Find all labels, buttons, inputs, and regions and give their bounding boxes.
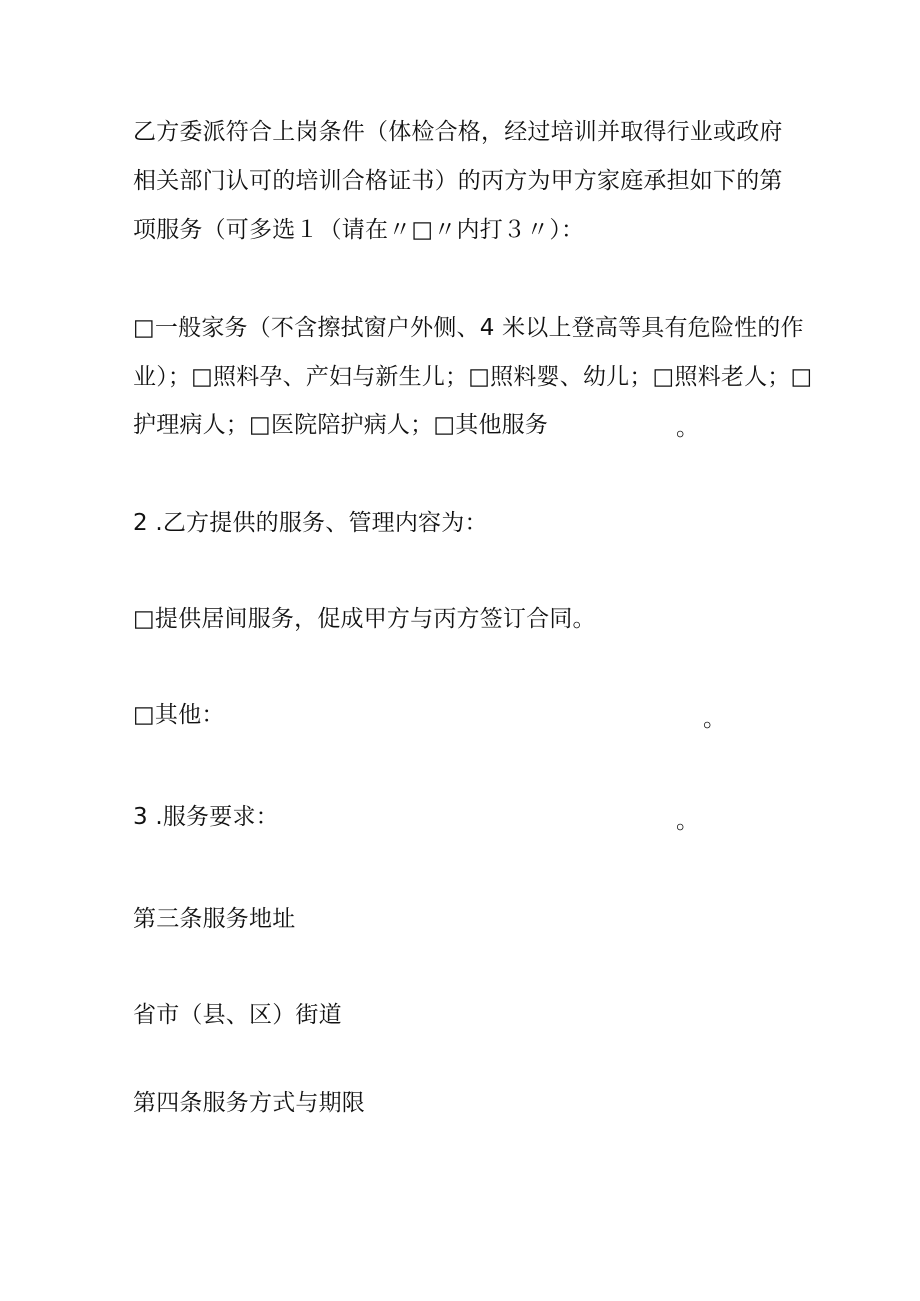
item-2-option-other: □其他： bbox=[133, 702, 225, 728]
article-3-title: 第三条服务地址 bbox=[133, 906, 296, 932]
intro-line-1: 乙方委派符合上岗条件（体检合格，经过培训并取得行业或政府 bbox=[133, 119, 783, 145]
item-3-service-requirements: 3 .服务要求： bbox=[133, 804, 279, 830]
item-2-other-end-mark: 。 bbox=[703, 706, 726, 732]
item-2-heading: 2 .乙方提供的服务、管理内容为： bbox=[133, 510, 488, 536]
intro-line-2: 相关部门认可的培训合格证书）的丙方为甲方家庭承担如下的第 bbox=[133, 168, 783, 194]
service-options-line-3: 护理病人；□医院陪护病人；□其他服务 bbox=[133, 412, 549, 438]
service-options-line-1: □一般家务（不含擦拭窗户外侧、4 米以上登高等具有危险性的作 bbox=[133, 315, 804, 341]
item-3-end-mark: 。 bbox=[676, 808, 699, 834]
article-4-title: 第四条服务方式与期限 bbox=[133, 1090, 365, 1116]
item-2-option-intermediary: □提供居间服务，促成甲方与丙方签订合同。 bbox=[133, 606, 596, 632]
service-options-line-2: 业）；□照料孕、产妇与新生儿；□照料婴、幼儿；□照料老人；□ bbox=[133, 364, 813, 390]
article-3-address: 省市（县、区）街道 bbox=[133, 1002, 342, 1028]
service-options-end-mark: 。 bbox=[676, 415, 699, 441]
intro-line-3: 项服务（可多选１（请在〃□〃内打３〃）： bbox=[133, 217, 585, 243]
